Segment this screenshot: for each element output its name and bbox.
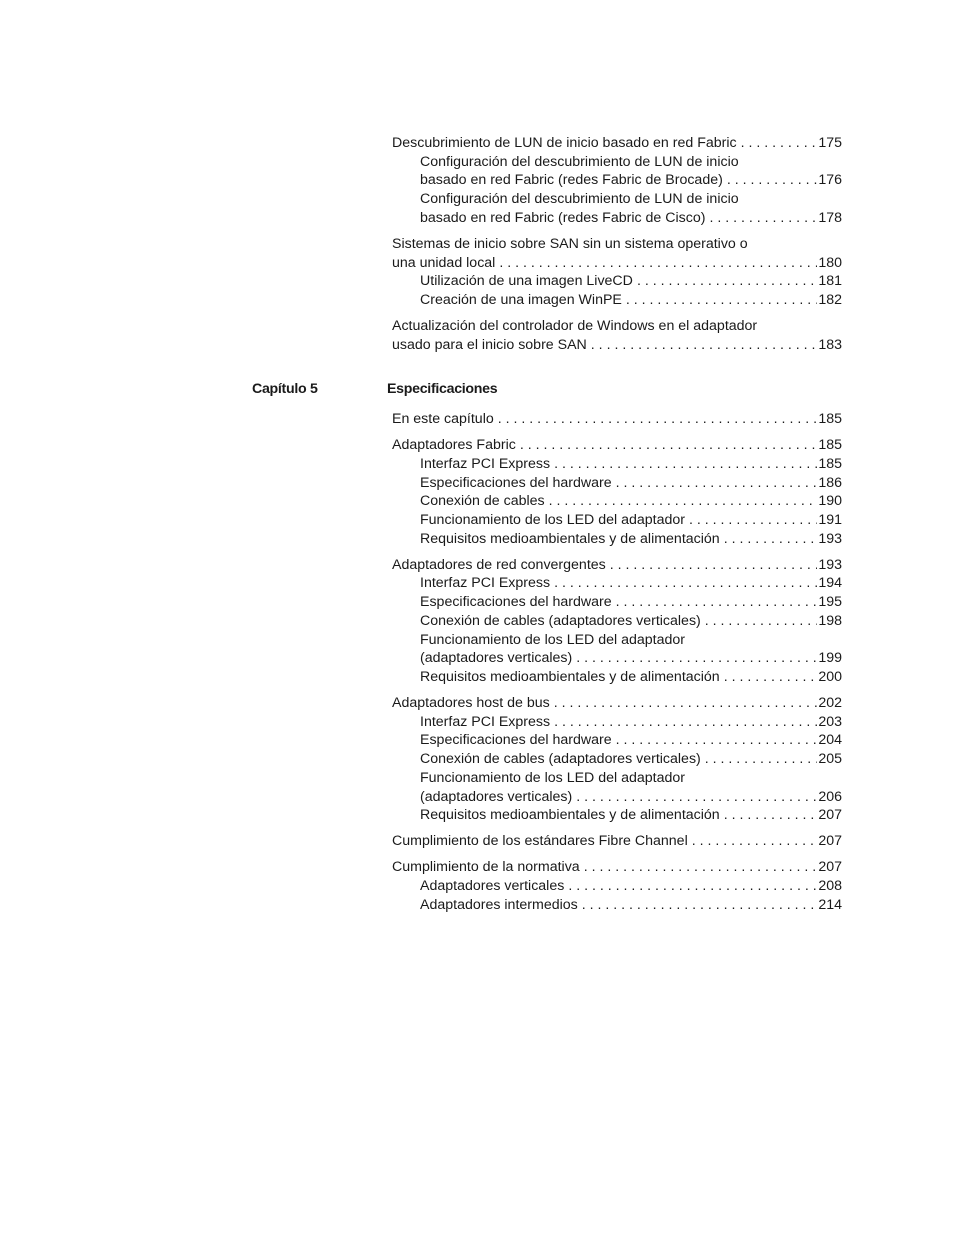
dot-leader (576, 788, 817, 807)
toc-entry-page-number: 190 (818, 493, 842, 510)
toc-entry[interactable] (392, 410, 842, 429)
toc-group (392, 235, 842, 310)
chapter-title: Especificaciones (387, 381, 498, 397)
toc-group (392, 134, 842, 228)
toc-entry[interactable] (392, 731, 842, 750)
toc-entry-title: Conexión de cables (adaptadores verticales) (420, 612, 701, 629)
toc-entry[interactable] (392, 317, 842, 354)
toc-entry-title-line: Funcionamiento de los LED del adaptador (420, 769, 686, 786)
toc-entry-title: Conexión de cables (420, 493, 545, 510)
toc-entry[interactable] (392, 713, 842, 732)
dot-leader (520, 436, 818, 455)
toc-entry-page-number: 198 (818, 612, 842, 629)
toc-entry[interactable] (392, 492, 842, 511)
toc-entry-page-number: 207 (818, 833, 842, 850)
dot-leader (724, 806, 818, 825)
toc-entry-title: (adaptadores verticales) (420, 650, 573, 667)
dot-leader (554, 455, 817, 474)
toc-section-chapter-5 (392, 410, 842, 922)
toc-entry[interactable] (392, 750, 842, 769)
toc-entry[interactable] (392, 574, 842, 593)
dot-leader (709, 209, 817, 228)
toc-entry[interactable] (392, 530, 842, 549)
toc-entry-title-line: Funcionamiento de los LED del adaptador (420, 631, 686, 648)
toc-entry-page-number: 207 (818, 807, 842, 824)
toc-entry-page-number: 183 (818, 336, 842, 353)
toc-entry-page-number: 193 (818, 556, 842, 573)
toc-entry[interactable] (392, 612, 842, 631)
toc-entry[interactable] (392, 631, 842, 668)
toc-entry-title: Adaptadores host de bus (392, 695, 550, 712)
toc-entry[interactable] (392, 153, 842, 190)
dot-leader (616, 593, 818, 612)
toc-group (392, 410, 842, 429)
dot-leader (637, 272, 817, 291)
toc-entry-page-number: 195 (818, 594, 842, 611)
dot-leader (689, 511, 817, 530)
toc-entry[interactable] (392, 806, 842, 825)
dot-leader (549, 492, 818, 511)
toc-entry-title: una unidad local (392, 254, 496, 271)
dot-leader (616, 474, 818, 493)
toc-entry-title-line: Actualización del controlador de Windows en el adaptador (392, 318, 758, 335)
dot-leader (692, 832, 818, 851)
toc-entry[interactable] (392, 668, 842, 687)
toc-entry-page-number: 185 (818, 437, 842, 454)
toc-entry-title: Interfaz PCI Express (420, 455, 551, 472)
toc-entry-page-number: 180 (818, 254, 842, 271)
toc-group (392, 556, 842, 687)
dot-leader (724, 668, 818, 687)
toc-entry-title: Especificaciones del hardware (420, 594, 612, 611)
toc-entry-page-number: 178 (818, 209, 842, 226)
toc-entry[interactable] (392, 134, 842, 153)
toc-entry[interactable] (392, 436, 842, 455)
chapter-label: Capítulo 5 (252, 381, 318, 397)
dot-leader (499, 254, 817, 273)
toc-entry-page-number: 205 (818, 751, 842, 768)
dot-leader (705, 612, 818, 631)
dot-leader (724, 530, 818, 549)
toc-entry-title: usado para el inicio sobre SAN (392, 336, 587, 353)
toc-entry-title: Conexión de cables (adaptadores verticales) (420, 751, 701, 768)
toc-entry-page-number: 181 (818, 273, 842, 290)
toc-entry-page-number: 185 (818, 455, 842, 472)
toc-entry[interactable] (392, 832, 842, 851)
toc-entry-title-line: Configuración del descubrimiento de LUN de inicio (420, 191, 739, 208)
toc-entry[interactable] (392, 291, 842, 310)
toc-entry-title: basado en red Fabric (redes Fabric de Brocade) (420, 172, 723, 189)
toc-section-previous-chapter (392, 134, 842, 362)
toc-entry-title: Descubrimiento de LUN de inicio basado en red Fabric (392, 135, 737, 151)
toc-entry[interactable] (392, 858, 842, 877)
dot-leader (610, 556, 818, 575)
toc-entry-title: Cumplimiento de la normativa (392, 859, 580, 876)
toc-entry[interactable] (392, 190, 842, 227)
toc-entry[interactable] (392, 556, 842, 575)
toc-entry-page-number: 208 (818, 878, 842, 895)
toc-entry-title: Cumplimiento de los estándares Fibre Channel (392, 833, 688, 850)
dot-leader (554, 713, 817, 732)
toc-entry-page-number: 214 (818, 896, 842, 913)
dot-leader (582, 896, 818, 915)
toc-entry-title: Requisitos medioambientales y de alimentación (420, 807, 720, 824)
toc-entry-title: Interfaz PCI Express (420, 575, 551, 592)
toc-group (392, 832, 842, 851)
toc-entry-title: Adaptadores Fabric (392, 437, 516, 454)
toc-group (392, 317, 842, 354)
toc-entry-page-number: 203 (818, 713, 842, 730)
dot-leader (705, 750, 818, 769)
toc-entry-page-number: 193 (818, 530, 842, 547)
toc-entry-page-number: 202 (818, 695, 842, 712)
toc-entry[interactable] (392, 896, 842, 915)
dot-leader (584, 858, 818, 877)
toc-entry[interactable] (392, 593, 842, 612)
toc-entry-page-number: 185 (818, 411, 842, 427)
toc-entry-page-number: 176 (818, 172, 842, 189)
toc-entry-page-number: 191 (818, 511, 842, 528)
dot-leader (727, 171, 818, 190)
toc-group (392, 858, 842, 914)
toc-entry-title: Especificaciones del hardware (420, 474, 612, 491)
toc-entry-page-number: 206 (818, 788, 842, 805)
toc-entry-title-line: Configuración del descubrimiento de LUN de inicio (420, 153, 739, 170)
toc-entry-page-number: 200 (818, 668, 842, 685)
dot-leader (626, 291, 817, 310)
toc-entry[interactable] (392, 455, 842, 474)
toc-entry-page-number: 204 (818, 732, 842, 749)
toc-entry[interactable] (392, 877, 842, 896)
toc-entry-title: basado en red Fabric (redes Fabric de Cisco) (420, 209, 706, 226)
toc-entry[interactable] (392, 272, 842, 291)
toc-entry-title: Adaptadores intermedios (420, 896, 578, 913)
dot-leader (576, 649, 817, 668)
toc-entry-title: (adaptadores verticales) (420, 788, 573, 805)
dot-leader (498, 410, 818, 429)
toc-entry-title: Interfaz PCI Express (420, 713, 551, 730)
toc-entry-page-number: 175 (818, 135, 842, 151)
dot-leader (741, 134, 818, 153)
toc-group (392, 436, 842, 548)
toc-entry-title: Utilización de una imagen LiveCD (420, 273, 633, 290)
toc-entry-title: Creación de una imagen WinPE (420, 292, 622, 309)
toc-entry-page-number: 199 (818, 650, 842, 667)
toc-entry-title: Requisitos medioambientales y de alimentación (420, 530, 720, 547)
toc-entry-title: Adaptadores verticales (420, 878, 565, 895)
dot-leader (554, 694, 818, 713)
toc-entry-page-number: 194 (818, 575, 842, 592)
dot-leader (616, 731, 818, 750)
toc-entry-page-number: 182 (818, 292, 842, 309)
toc-entry-title: Especificaciones del hardware (420, 732, 612, 749)
toc-entry-title: Funcionamiento de los LED del adaptador (420, 511, 686, 528)
toc-entry[interactable] (392, 511, 842, 530)
toc-entry-title: Adaptadores de red convergentes (392, 556, 606, 573)
toc-entry-page-number: 207 (818, 859, 842, 876)
toc-entry-title: En este capítulo (392, 411, 494, 427)
toc-entry-title-line: Sistemas de inicio sobre SAN sin un sistema operativo o (392, 235, 748, 252)
dot-leader (568, 877, 817, 896)
dot-leader (591, 336, 818, 355)
toc-entry[interactable] (392, 769, 842, 806)
dot-leader (554, 574, 817, 593)
toc-entry-page-number: 186 (818, 474, 842, 491)
toc-entry[interactable] (392, 694, 842, 713)
toc-group (392, 694, 842, 825)
toc-entry[interactable] (392, 235, 842, 272)
toc-entry[interactable] (392, 474, 842, 493)
toc-entry-title: Requisitos medioambientales y de alimentación (420, 668, 720, 685)
